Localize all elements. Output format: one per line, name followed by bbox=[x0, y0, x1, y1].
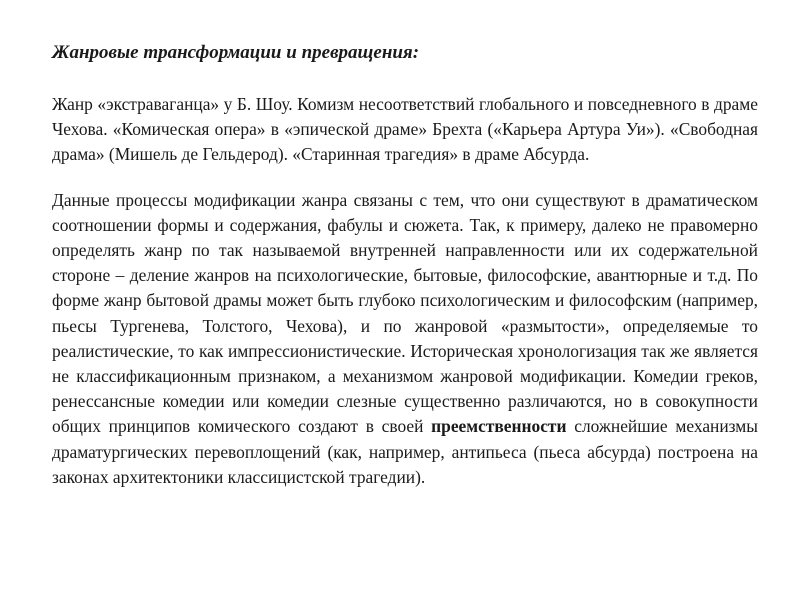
slide-content bbox=[52, 40, 758, 490]
paragraph-genre-modification bbox=[52, 188, 758, 490]
paragraph-genre-examples: Жанр «экстраваганца» у Б. Шоу. Комизм несоответствий глобального и повседневного в драме Чехова. «Комическая опера» в «эпической драме» Брехта («Карьера Артура Уи»). «Свободная драма» (Мишель де Гельдерод). «Старинная трагедия» в драме Абсурда. bbox=[52, 94, 758, 165]
paragraph-text-start: Данные процессы модификации жанра связаны с тем, что они существуют в драматическом соотношении формы и содержания, фабулы и сюжета. Так, к примеру, далеко не правомерно определять жанр по так называемой внутренней направленности или их содержательной стороне – деление жанров на психологические, бытовые, философские, авантюрные и т.д. По форме жанр бытовой драмы может быть глубоко психологическим и философским (например, пьесы Тургенева, Толстого, Чехова), и по жанровой «размытости», определяемые то реалистические, то как импрессионистические. Историческая хронологизация так же является не классификационным признаком, а механизмом жанровой модификации. Комедии греков, ренессансные комедии или комедии слезные существенно различаются, но в совокупности общих принципов комического создают в своей bbox=[52, 189, 758, 437]
paragraph-text-end: сложнейшие механизмы драматургических перевоплощений (как, например, антипьеса (пьеса абсурда) построена на законах архитектоники классицистской трагедии). bbox=[52, 416, 758, 487]
emphasized-term: преемственности bbox=[431, 416, 567, 437]
slide-heading: Жанровые трансформации и превращения: bbox=[52, 42, 420, 63]
